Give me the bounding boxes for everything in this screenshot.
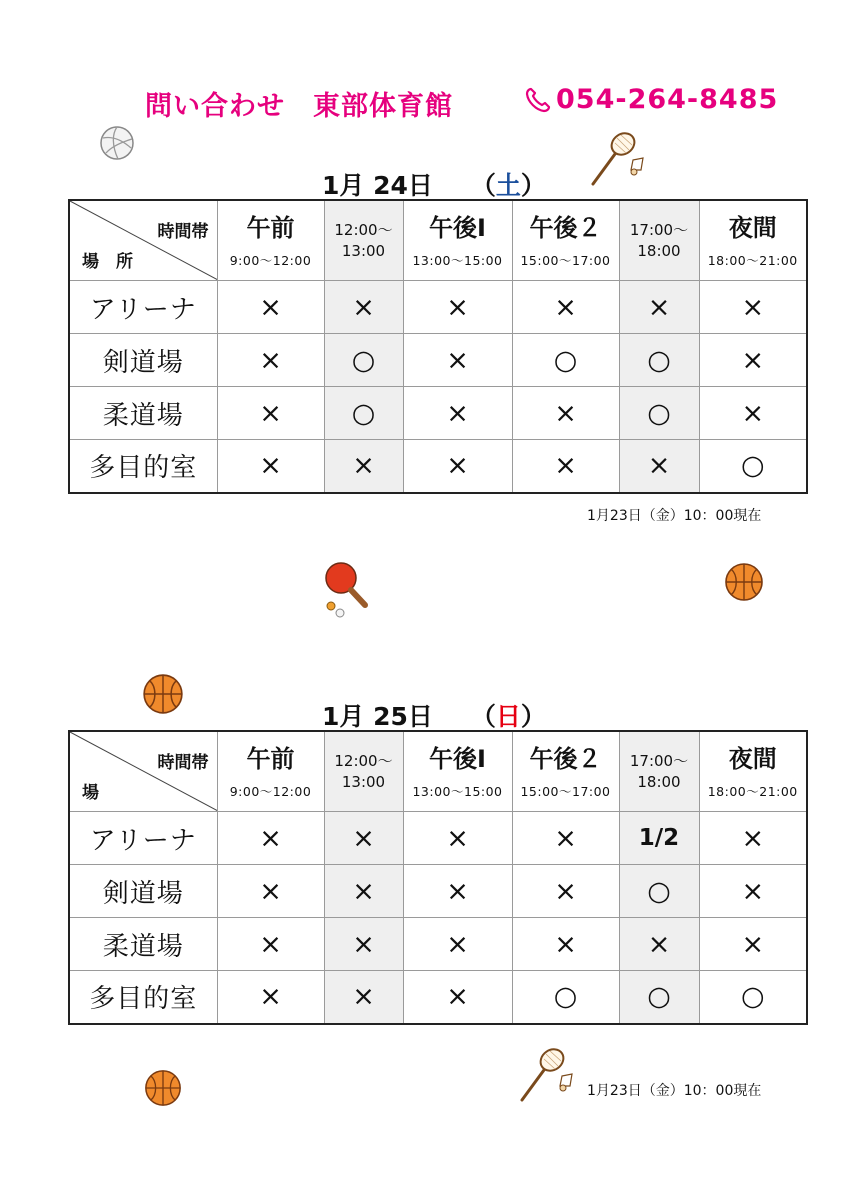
availability-mark: ×	[619, 281, 699, 334]
availability-table	[68, 730, 808, 1025]
availability-mark: ○	[699, 440, 807, 493]
table-row	[69, 971, 807, 1024]
availability-mark: ×	[217, 971, 324, 1024]
column-header: 夜間 18:00～21:00	[699, 731, 807, 812]
availability-mark: ×	[512, 812, 619, 865]
availability-mark: ×	[217, 387, 324, 440]
place-name: アリーナ	[69, 812, 217, 865]
availability-mark: ×	[512, 918, 619, 971]
date-text: 1月 25日	[322, 702, 433, 731]
table-row	[69, 812, 807, 865]
column-header: 午前 9:00～12:00	[217, 200, 324, 281]
availability-mark: ×	[324, 812, 403, 865]
basketball-icon	[723, 561, 765, 603]
basketball-icon	[143, 1068, 183, 1108]
availability-mark: ○	[619, 334, 699, 387]
availability-mark: ×	[324, 281, 403, 334]
column-header: 17:00～ 18:00	[619, 200, 699, 281]
availability-mark: ○	[512, 971, 619, 1024]
availability-mark: ×	[324, 865, 403, 918]
availability-mark: ×	[619, 918, 699, 971]
schedule-date-title: 1月 25日 （日）	[322, 702, 546, 731]
badminton-racket-icon	[516, 1046, 576, 1104]
column-header: 午後Ⅰ 13:00～15:00	[403, 731, 512, 812]
corner-header	[69, 731, 217, 812]
availability-mark: ×	[403, 334, 512, 387]
phone-icon	[524, 86, 552, 114]
availability-mark: ×	[403, 971, 512, 1024]
availability-mark: 1/2	[619, 812, 699, 865]
place-name: 柔道場	[69, 918, 217, 971]
availability-mark: ×	[324, 918, 403, 971]
place-name: 剣道場	[69, 334, 217, 387]
corner-place-label: 場 所	[82, 252, 133, 272]
column-header: 午前 9:00～12:00	[217, 731, 324, 812]
column-header: 午後２ 15:00～17:00	[512, 731, 619, 812]
column-header: 17:00～ 18:00	[619, 731, 699, 812]
table-header-row	[69, 731, 807, 812]
availability-mark: ×	[217, 812, 324, 865]
volleyball-icon	[98, 124, 136, 162]
date-text: 1月 24日	[322, 171, 433, 200]
corner-time-label: 時間帯	[157, 222, 209, 242]
availability-mark: ×	[512, 440, 619, 493]
table-row	[69, 918, 807, 971]
availability-table	[68, 199, 808, 494]
table-row	[69, 387, 807, 440]
contact-header	[0, 84, 849, 120]
contact-label: 問い合わせ 東部体育館	[145, 91, 453, 122]
place-name: 多目的室	[69, 440, 217, 493]
day-of-week: 日	[495, 702, 521, 731]
availability-mark: ○	[619, 865, 699, 918]
corner-place-label: 場	[82, 783, 99, 803]
place-name: 多目的室	[69, 971, 217, 1024]
availability-mark: ×	[699, 918, 807, 971]
table-row	[69, 281, 807, 334]
schedule-date-title: 1月 24日 （土）	[322, 171, 546, 200]
availability-mark: ×	[217, 334, 324, 387]
availability-mark: ×	[324, 440, 403, 493]
availability-mark: ×	[324, 971, 403, 1024]
phone-number: 054-264-8485	[556, 84, 779, 115]
corner-time-label: 時間帯	[157, 753, 209, 773]
availability-mark: ×	[699, 812, 807, 865]
table-row	[69, 865, 807, 918]
corner-header	[69, 200, 217, 281]
availability-mark: ○	[324, 334, 403, 387]
availability-mark: ×	[403, 812, 512, 865]
availability-mark: ○	[619, 971, 699, 1024]
availability-mark: ×	[217, 865, 324, 918]
availability-mark: ×	[512, 387, 619, 440]
column-header: 午後Ⅰ 13:00～15:00	[403, 200, 512, 281]
availability-mark: ×	[512, 865, 619, 918]
column-header: 午後２ 15:00～17:00	[512, 200, 619, 281]
availability-mark: ×	[699, 865, 807, 918]
basketball-icon	[141, 672, 185, 716]
column-header: 夜間 18:00～21:00	[699, 200, 807, 281]
table-header-row	[69, 200, 807, 281]
ping-pong-paddle-icon	[321, 560, 371, 620]
availability-mark: ×	[403, 281, 512, 334]
availability-mark: ×	[403, 918, 512, 971]
availability-mark: ○	[512, 334, 619, 387]
availability-mark: ×	[217, 281, 324, 334]
badminton-racket-icon	[587, 130, 647, 188]
availability-mark: ×	[217, 440, 324, 493]
availability-mark: ×	[217, 918, 324, 971]
table-row	[69, 334, 807, 387]
availability-mark: ×	[699, 387, 807, 440]
availability-mark: ○	[699, 971, 807, 1024]
column-header: 12:00～ 13:00	[324, 731, 403, 812]
availability-mark: ×	[403, 387, 512, 440]
availability-mark: ×	[699, 281, 807, 334]
place-name: 柔道場	[69, 387, 217, 440]
day-of-week: 土	[495, 171, 521, 200]
place-name: 剣道場	[69, 865, 217, 918]
availability-mark: ×	[512, 281, 619, 334]
availability-mark: ×	[403, 440, 512, 493]
availability-mark: ×	[403, 865, 512, 918]
availability-mark: ○	[619, 387, 699, 440]
place-name: アリーナ	[69, 281, 217, 334]
column-header: 12:00～ 13:00	[324, 200, 403, 281]
as-of-note: 1月23日（金）10：00現在	[587, 1083, 762, 1099]
as-of-note: 1月23日（金）10：00現在	[587, 508, 762, 524]
availability-mark: ○	[324, 387, 403, 440]
availability-mark: ×	[699, 334, 807, 387]
table-row	[69, 440, 807, 493]
availability-mark: ×	[619, 440, 699, 493]
contact-phone[interactable]	[524, 84, 778, 115]
